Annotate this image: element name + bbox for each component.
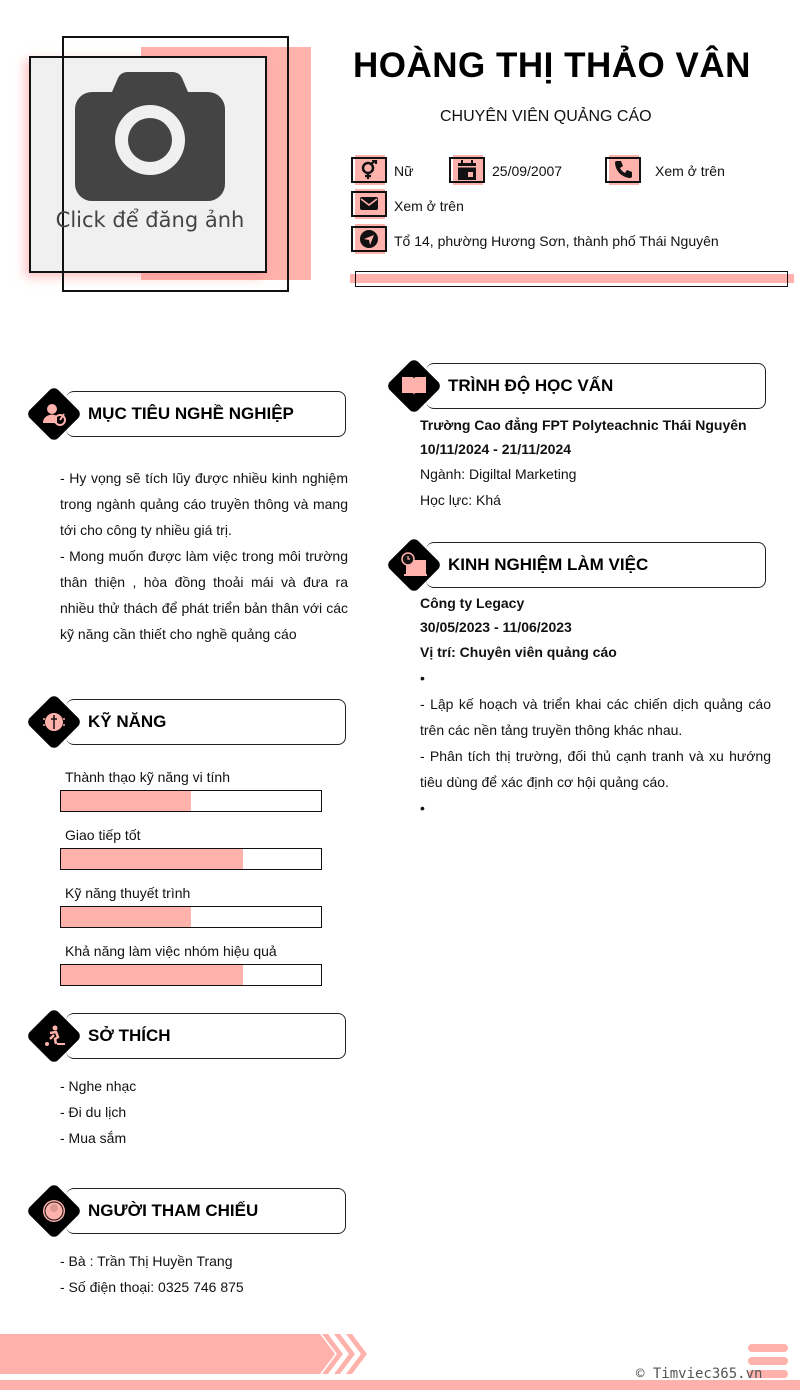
experience-line: - Lập kế hoạch và triển khai các chiến dịch quảng cáo trên các nền tảng truyền thông khác nhau. (420, 696, 771, 738)
hobby-item: - Đi du lịch (60, 1104, 127, 1120)
objective-text (60, 465, 348, 647)
user-target-icon (41, 401, 67, 427)
section-title: KINH NGHIỆM LÀM VIỆC (448, 555, 649, 574)
skill-bar (60, 790, 322, 812)
experience-description (420, 691, 771, 795)
skill-fill (61, 849, 243, 869)
skill-bar (60, 906, 322, 928)
experience-company: Công ty Legacy (420, 595, 525, 611)
section-title: TRÌNH ĐỘ HỌC VẤN (448, 376, 614, 395)
section-title: SỞ THÍCH (88, 1026, 171, 1045)
skill-fill (61, 965, 243, 985)
footer-copyright: © Timviec365.vn (636, 1366, 763, 1382)
football-player-icon (41, 1023, 67, 1049)
section-header-education (388, 363, 766, 409)
birthday-value: 25/09/2007 (492, 163, 563, 179)
laptop-clock-icon (401, 552, 427, 578)
email-value: Xem ở trên (394, 198, 464, 214)
footer-pill (748, 1344, 788, 1352)
education-grade: Học lực: Khá (420, 492, 501, 508)
experience-bullet: • (420, 800, 425, 816)
reference-item: - Bà : Trần Thị Huyền Trang (60, 1253, 233, 1269)
education-school: Trường Cao đẳng FPT Polyteachnic Thái Nguyên (420, 417, 747, 433)
email-field-icon (351, 191, 387, 219)
skill-fill (61, 907, 191, 927)
footer-pill (748, 1357, 788, 1365)
experience-period: 30/05/2023 - 11/06/2023 (420, 619, 572, 635)
objective-line: - Hy vọng sẽ tích lũy được nhiều kinh nghiệm trong ngành quảng cáo truyền thông và mang tới cho công ty nhiều giá trị. (60, 470, 348, 538)
experience-bullet: • (420, 670, 425, 686)
gender-field-icon (351, 157, 387, 185)
section-header-references (28, 1188, 346, 1234)
section-header-skills (28, 699, 346, 745)
gender-value: Nữ (394, 163, 414, 179)
section-title: MỤC TIÊU NGHỀ NGHIỆP (88, 404, 294, 423)
hobby-item: - Nghe nhạc (60, 1078, 137, 1094)
birthday-field-icon (449, 157, 485, 185)
reference-item: - Số điện thoại: 0325 746 875 (60, 1279, 244, 1295)
gender-icon (360, 160, 378, 180)
experience-line: - Phân tích thị trường, đối thủ cạnh tranh và xu hướng tiêu dùng để xác định cơ hội quảng cáo. (420, 748, 771, 790)
address-value: Tổ 14, phường Hương Sơn, thành phố Thái Nguyên (394, 233, 719, 249)
address-field-icon (351, 226, 387, 254)
section-header-experience (388, 542, 766, 588)
candidate-position: CHUYÊN VIÊN QUẢNG CÁO (440, 108, 652, 125)
education-major: Ngành: Digiltal Marketing (420, 466, 577, 482)
person-circle-icon (41, 1198, 67, 1224)
location-arrow-icon (360, 229, 378, 249)
open-book-icon (401, 373, 427, 399)
skill-bar (60, 848, 322, 870)
calendar-icon (458, 160, 476, 180)
skill-label: Khả năng làm việc nhóm hiệu quả (65, 943, 277, 959)
education-period: 10/11/2024 - 21/11/2024 (420, 441, 572, 457)
chevrons-decoration-icon (300, 1334, 380, 1374)
brain-icon (41, 709, 67, 735)
section-header-objective (28, 391, 346, 437)
envelope-icon (360, 194, 378, 214)
hobby-item: - Mua sắm (60, 1130, 127, 1146)
phone-icon (614, 160, 632, 180)
objective-line: - Mong muốn được làm việc trong môi trường thân thiện , hòa đồng thoải mái và đưa ra nhiều thử thách để phát triển bản thân với các kỹ năng cần thiết cho nghề quảng cáo (60, 548, 348, 642)
camera-icon (75, 72, 225, 202)
phone-value: Xem ở trên (655, 163, 725, 179)
experience-role: Vị trí: Chuyên viên quảng cáo (420, 644, 617, 660)
section-title: KỸ NĂNG (88, 712, 167, 731)
header-divider-frame (355, 271, 788, 287)
phone-field-icon (605, 157, 641, 185)
skill-bar (60, 964, 322, 986)
avatar-upload-label[interactable]: Click để đăng ảnh (55, 208, 245, 232)
skill-label: Giao tiếp tốt (65, 827, 141, 843)
candidate-name: HOÀNG THỊ THẢO VÂN (353, 46, 751, 85)
footer-accent-band (0, 1334, 320, 1374)
skill-label: Thành thạo kỹ năng vi tính (65, 769, 230, 785)
section-title: NGƯỜI THAM CHIẾU (88, 1201, 259, 1220)
skill-label: Kỹ năng thuyết trình (65, 885, 191, 901)
skill-fill (61, 791, 191, 811)
section-header-hobbies (28, 1013, 346, 1059)
